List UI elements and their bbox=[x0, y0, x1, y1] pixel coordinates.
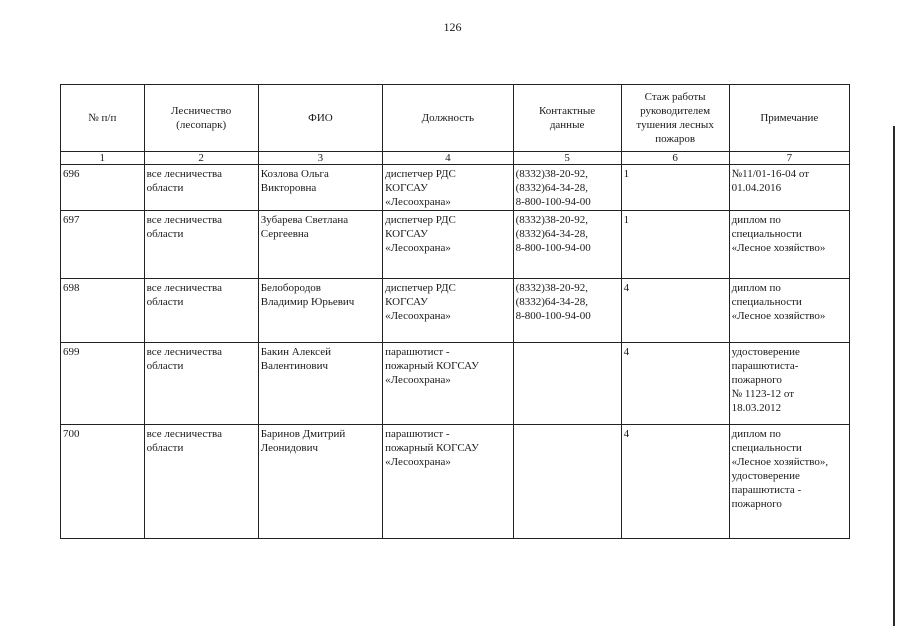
cell-line: КОГСАУ bbox=[385, 182, 428, 194]
cell-note bbox=[729, 279, 849, 343]
cell-line: пожарный КОГСАУ bbox=[385, 360, 479, 372]
cell-line: парашютист - bbox=[385, 428, 450, 440]
cell-line: пожарный КОГСАУ bbox=[385, 442, 479, 454]
cell-note bbox=[729, 343, 849, 425]
cell-line: 4 bbox=[623, 428, 630, 440]
cell-line: Баринов Дмитрий bbox=[260, 428, 346, 440]
column-number: 6 bbox=[621, 152, 729, 165]
cell-line: диплом по bbox=[731, 282, 781, 294]
cell-line: «Лесоохрана» bbox=[385, 242, 451, 254]
column-number: 2 bbox=[144, 152, 258, 165]
cell-line: 696 bbox=[63, 168, 80, 180]
cell-line: 1 bbox=[623, 168, 630, 180]
cell-line: Сергеевна bbox=[260, 228, 309, 240]
cell-line: пожарного bbox=[731, 498, 782, 510]
cell-line: 4 bbox=[623, 346, 630, 358]
cell-experience bbox=[621, 425, 729, 539]
cell-line: «Лесоохрана» bbox=[385, 310, 451, 322]
header-line: ФИО bbox=[308, 112, 333, 124]
cell-full-name bbox=[258, 425, 382, 539]
cell-line: специальности bbox=[731, 228, 802, 240]
cell-row-number bbox=[61, 343, 145, 425]
cell-full-name bbox=[258, 343, 382, 425]
header-line: (лесопарк) bbox=[176, 119, 227, 131]
cell-forestry bbox=[144, 279, 258, 343]
cell-position bbox=[383, 425, 513, 539]
header-row-number bbox=[61, 85, 145, 152]
cell-line: все лесничества bbox=[146, 214, 222, 226]
header-full-name bbox=[258, 85, 382, 152]
header-line: данные bbox=[549, 119, 585, 131]
cell-position bbox=[383, 211, 513, 279]
cell-line: 4 bbox=[623, 282, 630, 294]
cell-line: области bbox=[146, 182, 184, 194]
cell-line: Владимир Юрьевич bbox=[260, 296, 355, 308]
cell-forestry bbox=[144, 343, 258, 425]
cell-experience bbox=[621, 279, 729, 343]
column-number: 3 bbox=[258, 152, 382, 165]
cell-line: (8332)38-20-92, bbox=[515, 214, 588, 226]
cell-line: удостоверение bbox=[731, 346, 800, 358]
cell-line: области bbox=[146, 228, 184, 240]
cell-full-name bbox=[258, 279, 382, 343]
cell-line: диплом по bbox=[731, 214, 781, 226]
cell-line: (8332)64-34-28, bbox=[515, 182, 588, 194]
cell-line: все лесничества bbox=[146, 346, 222, 358]
cell-position bbox=[383, 279, 513, 343]
cell-line: «Лесное хозяйство» bbox=[731, 310, 826, 322]
cell-line: 8-800-100-94-00 bbox=[515, 310, 591, 322]
cell-line: «Лесное хозяйство», bbox=[731, 456, 829, 468]
header-contacts bbox=[513, 85, 621, 152]
cell-line: 18.03.2012 bbox=[731, 402, 782, 414]
header-forestry bbox=[144, 85, 258, 152]
header-line: Контактные bbox=[539, 105, 596, 117]
cell-note bbox=[729, 425, 849, 539]
cell-experience bbox=[621, 165, 729, 211]
header-line: № п/п bbox=[88, 112, 117, 124]
cell-line: № 1123-12 от bbox=[731, 388, 795, 400]
cell-contacts bbox=[513, 279, 621, 343]
cell-row-number bbox=[61, 165, 145, 211]
cell-line: «Лесоохрана» bbox=[385, 374, 451, 386]
header-experience bbox=[621, 85, 729, 152]
cell-note bbox=[729, 211, 849, 279]
cell-line: КОГСАУ bbox=[385, 228, 428, 240]
cell-line: Белобородов bbox=[260, 282, 321, 294]
cell-forestry bbox=[144, 211, 258, 279]
cell-line: все лесничества bbox=[146, 282, 222, 294]
header-line: пожаров bbox=[655, 133, 696, 145]
cell-line: Козлова Ольга bbox=[260, 168, 329, 180]
cell-line: №11/01-16-04 от bbox=[731, 168, 810, 180]
cell-line: Валентинович bbox=[260, 360, 329, 372]
cell-contacts bbox=[513, 211, 621, 279]
cell-line: «Лесное хозяйство» bbox=[731, 242, 826, 254]
cell-line: (8332)64-34-28, bbox=[515, 228, 588, 240]
cell-line: удостоверение bbox=[731, 470, 800, 482]
cell-line: 8-800-100-94-00 bbox=[515, 196, 591, 208]
cell-line: специальности bbox=[731, 442, 802, 454]
cell-line: 697 bbox=[63, 214, 80, 226]
table-body bbox=[61, 165, 850, 539]
table-row bbox=[61, 425, 850, 539]
cell-experience bbox=[621, 211, 729, 279]
scan-edge-line bbox=[893, 126, 895, 626]
header-line: Стаж работы bbox=[644, 91, 706, 103]
table-row bbox=[61, 343, 850, 425]
cell-line: КОГСАУ bbox=[385, 296, 428, 308]
page-number: 126 bbox=[443, 20, 462, 34]
header-line: тушения лесных bbox=[636, 119, 714, 131]
cell-position bbox=[383, 343, 513, 425]
cell-note bbox=[729, 165, 849, 211]
cell-line: диспетчер РДС bbox=[385, 168, 456, 180]
cell-line: парашютиста - bbox=[731, 484, 802, 496]
header-note bbox=[729, 85, 849, 152]
cell-contacts bbox=[513, 425, 621, 539]
cell-position bbox=[383, 165, 513, 211]
cell-row-number bbox=[61, 425, 145, 539]
cell-row-number bbox=[61, 211, 145, 279]
forest-fire-personnel-table bbox=[60, 84, 850, 539]
header-line: руководителем bbox=[640, 105, 711, 117]
cell-line: области bbox=[146, 360, 184, 372]
column-number: 1 bbox=[61, 152, 145, 165]
cell-line: Викторовна bbox=[260, 182, 317, 194]
cell-contacts bbox=[513, 343, 621, 425]
column-number: 5 bbox=[513, 152, 621, 165]
cell-line: парашютиста- bbox=[731, 360, 799, 372]
cell-line: (8332)38-20-92, bbox=[515, 168, 588, 180]
cell-forestry bbox=[144, 165, 258, 211]
column-number: 7 bbox=[729, 152, 849, 165]
cell-contacts bbox=[513, 165, 621, 211]
cell-line: Бакин Алексей bbox=[260, 346, 331, 358]
column-number-row bbox=[61, 152, 850, 165]
cell-line: «Лесоохрана» bbox=[385, 456, 451, 468]
cell-line: Леонидович bbox=[260, 442, 318, 454]
cell-row-number bbox=[61, 279, 145, 343]
cell-line: (8332)38-20-92, bbox=[515, 282, 588, 294]
cell-full-name bbox=[258, 165, 382, 211]
cell-line: 8-800-100-94-00 bbox=[515, 242, 591, 254]
column-number: 4 bbox=[383, 152, 513, 165]
table-row bbox=[61, 211, 850, 279]
cell-line: «Лесоохрана» bbox=[385, 196, 451, 208]
cell-line: области bbox=[146, 296, 184, 308]
cell-line: диплом по bbox=[731, 428, 781, 440]
cell-line: 01.04.2016 bbox=[731, 182, 782, 194]
cell-line: 699 bbox=[63, 346, 80, 358]
table-header-row bbox=[61, 85, 850, 152]
table-row bbox=[61, 165, 850, 211]
cell-line: специальности bbox=[731, 296, 802, 308]
cell-line: 700 bbox=[63, 428, 80, 440]
cell-line: все лесничества bbox=[146, 428, 222, 440]
header-position bbox=[383, 85, 513, 152]
cell-line: 698 bbox=[63, 282, 80, 294]
table-row bbox=[61, 279, 850, 343]
cell-line: Зубарева Светлана bbox=[260, 214, 349, 226]
cell-line: пожарного bbox=[731, 374, 782, 386]
cell-full-name bbox=[258, 211, 382, 279]
cell-forestry bbox=[144, 425, 258, 539]
header-line: Лесничество bbox=[171, 105, 232, 117]
cell-line: (8332)64-34-28, bbox=[515, 296, 588, 308]
cell-line: области bbox=[146, 442, 184, 454]
cell-line: все лесничества bbox=[146, 168, 222, 180]
cell-line: диспетчер РДС bbox=[385, 282, 456, 294]
header-line: Должность bbox=[421, 112, 474, 124]
cell-line: парашютист - bbox=[385, 346, 450, 358]
header-line: Примечание bbox=[760, 112, 819, 124]
cell-line: диспетчер РДС bbox=[385, 214, 456, 226]
cell-line: 1 bbox=[623, 214, 630, 226]
cell-experience bbox=[621, 343, 729, 425]
